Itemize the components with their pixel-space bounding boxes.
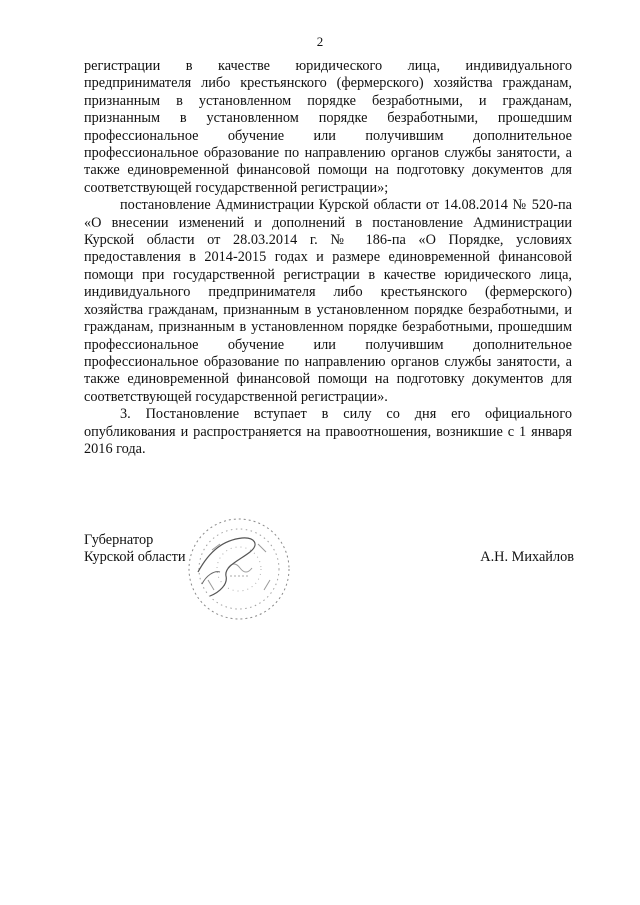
page-number: 2	[316, 34, 324, 49]
paragraph-clause-3: 3. Постановление вступает в силу со дня его официального опубликования и распространяется на правоотношения, возникшие с 1 января 2016 года.	[84, 406, 572, 457]
signature-block	[84, 532, 574, 652]
signatory-title	[84, 532, 186, 567]
official-seal-stamp	[180, 510, 298, 628]
signatory-name: А.Н. Михайлов	[480, 549, 574, 565]
paragraph-continuation: регистрации в качестве юридического лица, индивидуального предпринимателя либо крестьянского (фермерского) хозяйства гражданам, признанным в установленном порядке безработными, и гражданам, признанным в установленном порядке безработными, прошедшим профессиональное обучение или получившим дополнительное профессиональное образование по направлению органов службы занятости, а также единовременной финансовой помощи на подготовку документов для соответствующей государственной регистрации»;	[84, 58, 572, 196]
signatory-title-line-2: Курской области	[84, 549, 186, 566]
signatory-title-line-1: Губернатор	[84, 532, 154, 548]
paragraph-resolution-520: постановление Администрации Курской области от 14.08.2014 № 520-па «О внесении изменений и дополнений в постановление Администрации Курской области от 28.03.2014 г. № 186-па «О Порядке, условиях предоставления в 2014-2015 годах и размере единовременной финансовой помощи при государственной регистрации в качестве юридического лица, индивидуального предпринимателя либо крестьянского (фермерского) хозяйства гражданам, признанным в установленном порядке безработными, и гражданам, признанным в установленном порядке безработными, прошедшим профессиональное обучение или получившим дополнительное профессиональное образование по направлению органов службы занятости, а также единовременной финансовой помощи на подготовку документов для соответствующей государственной регистрации».	[84, 197, 572, 405]
document-body	[84, 58, 572, 458]
